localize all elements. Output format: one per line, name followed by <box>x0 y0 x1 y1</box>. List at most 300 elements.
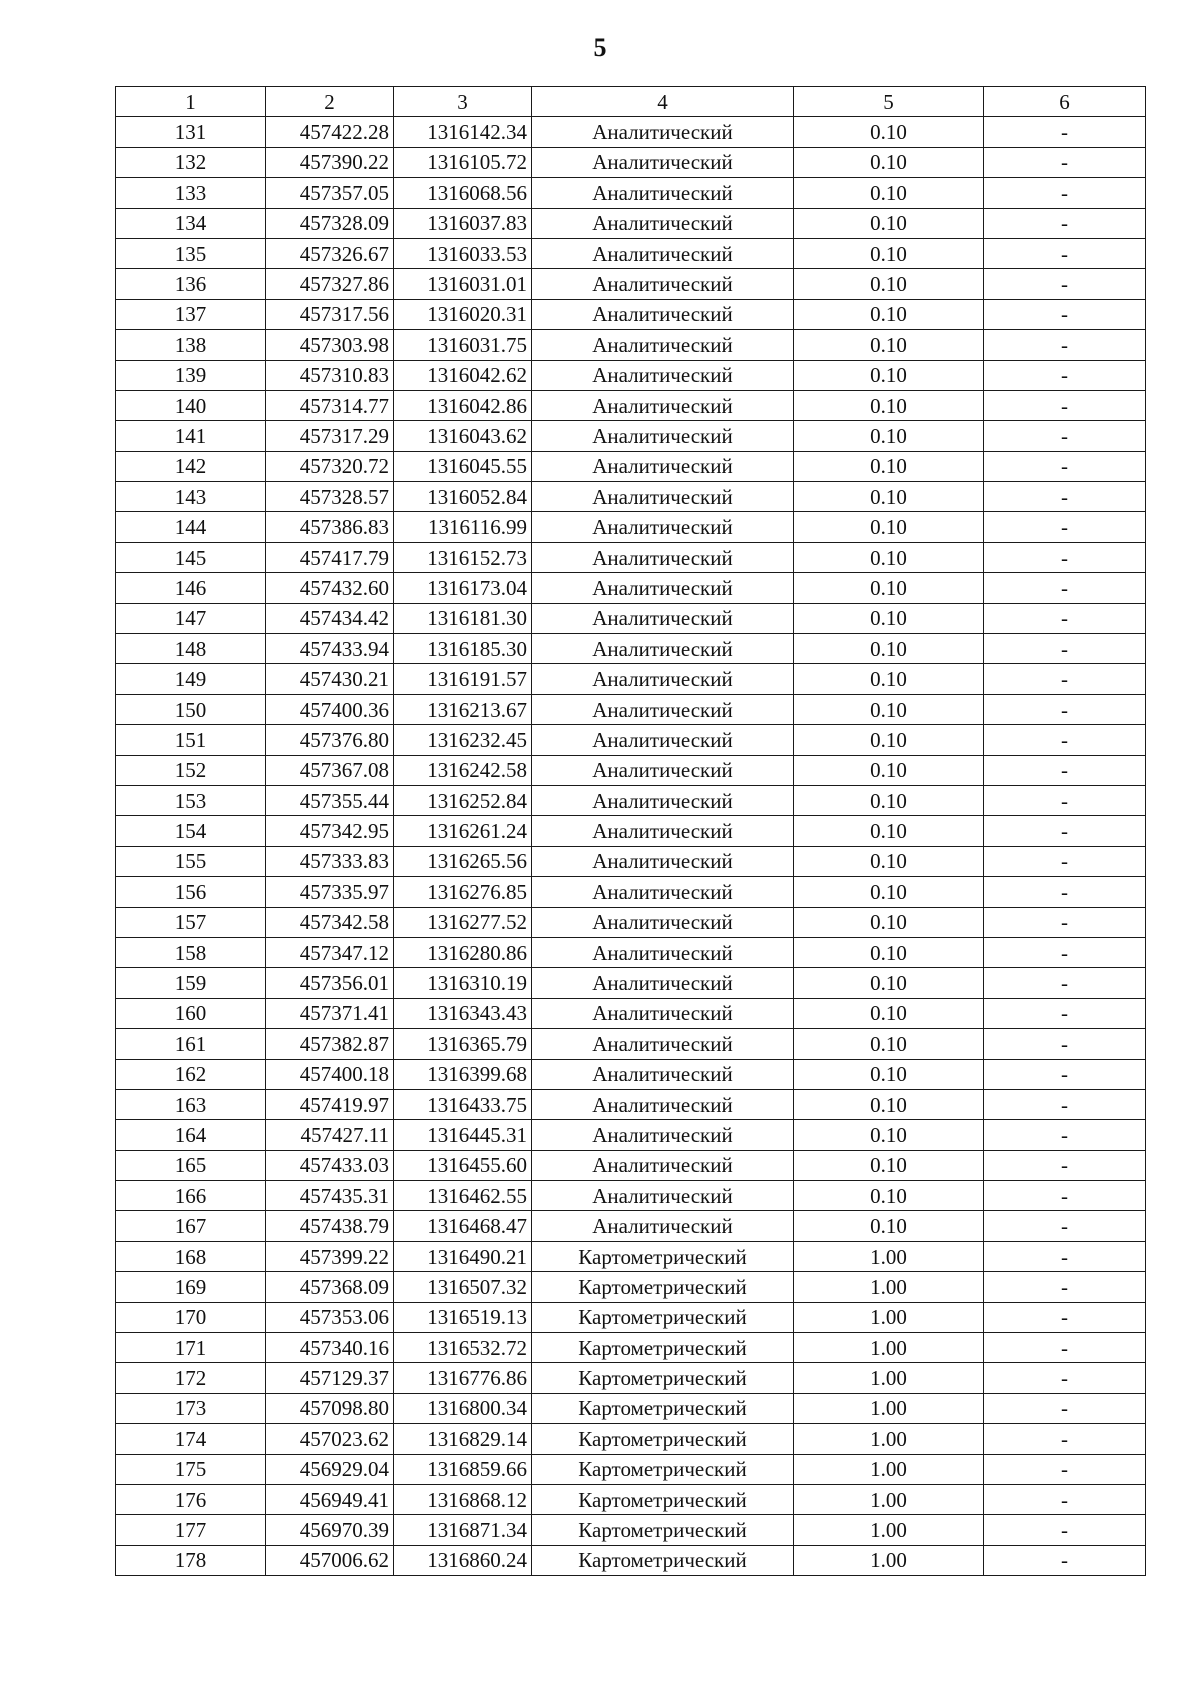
accuracy-cell: 0.10 <box>794 846 984 876</box>
accuracy-cell: 0.10 <box>794 998 984 1028</box>
note-cell: - <box>984 937 1146 967</box>
method-cell: Картометрический <box>532 1424 794 1454</box>
y-coordinate-cell: 1316185.30 <box>394 634 532 664</box>
table-row <box>116 1241 1146 1271</box>
x-coordinate-cell: 457355.44 <box>266 785 394 815</box>
table-row <box>116 755 1146 785</box>
note-cell: - <box>984 846 1146 876</box>
x-coordinate-cell: 457427.11 <box>266 1120 394 1150</box>
x-coordinate-cell: 457417.79 <box>266 542 394 572</box>
y-coordinate-cell: 1316445.31 <box>394 1120 532 1150</box>
table-row <box>116 785 1146 815</box>
accuracy-cell: 0.10 <box>794 390 984 420</box>
note-cell: - <box>984 451 1146 481</box>
point-number-cell: 132 <box>116 147 266 177</box>
x-coordinate-cell: 457023.62 <box>266 1424 394 1454</box>
table-row <box>116 1454 1146 1484</box>
table-row <box>116 482 1146 512</box>
note-cell: - <box>984 1029 1146 1059</box>
point-number-cell: 166 <box>116 1181 266 1211</box>
x-coordinate-cell: 457347.12 <box>266 937 394 967</box>
note-cell: - <box>984 1302 1146 1332</box>
y-coordinate-cell: 1316433.75 <box>394 1089 532 1119</box>
accuracy-cell: 1.00 <box>794 1241 984 1271</box>
method-cell: Картометрический <box>532 1454 794 1484</box>
point-number-cell: 159 <box>116 968 266 998</box>
table-row <box>116 269 1146 299</box>
point-number-cell: 158 <box>116 937 266 967</box>
point-number-cell: 177 <box>116 1515 266 1545</box>
table-row <box>116 725 1146 755</box>
x-coordinate-cell: 456970.39 <box>266 1515 394 1545</box>
point-number-cell: 148 <box>116 634 266 664</box>
point-number-cell: 134 <box>116 208 266 238</box>
x-coordinate-cell: 457422.28 <box>266 117 394 147</box>
y-coordinate-cell: 1316116.99 <box>394 512 532 542</box>
method-cell: Картометрический <box>532 1241 794 1271</box>
point-number-cell: 175 <box>116 1454 266 1484</box>
accuracy-cell: 1.00 <box>794 1333 984 1363</box>
method-cell: Аналитический <box>532 238 794 268</box>
table-row <box>116 299 1146 329</box>
note-cell: - <box>984 1211 1146 1241</box>
header-col-5: 5 <box>794 87 984 117</box>
accuracy-cell: 0.10 <box>794 1211 984 1241</box>
point-number-cell: 154 <box>116 816 266 846</box>
x-coordinate-cell: 457342.58 <box>266 907 394 937</box>
x-coordinate-cell: 457317.29 <box>266 421 394 451</box>
point-number-cell: 147 <box>116 603 266 633</box>
y-coordinate-cell: 1316252.84 <box>394 785 532 815</box>
accuracy-cell: 1.00 <box>794 1545 984 1575</box>
accuracy-cell: 1.00 <box>794 1454 984 1484</box>
x-coordinate-cell: 457314.77 <box>266 390 394 420</box>
note-cell: - <box>984 573 1146 603</box>
method-cell: Аналитический <box>532 1181 794 1211</box>
point-number-cell: 155 <box>116 846 266 876</box>
table-row <box>116 816 1146 846</box>
method-cell: Картометрический <box>532 1333 794 1363</box>
y-coordinate-cell: 1316043.62 <box>394 421 532 451</box>
method-cell: Аналитический <box>532 147 794 177</box>
page-number: 5 <box>593 33 607 62</box>
x-coordinate-cell: 457399.22 <box>266 1241 394 1271</box>
table-row <box>116 512 1146 542</box>
note-cell: - <box>984 725 1146 755</box>
table-row <box>116 1089 1146 1119</box>
accuracy-cell: 0.10 <box>794 360 984 390</box>
y-coordinate-cell: 1316399.68 <box>394 1059 532 1089</box>
x-coordinate-cell: 457357.05 <box>266 178 394 208</box>
table-body <box>116 117 1146 1576</box>
table-header <box>116 87 1146 117</box>
accuracy-cell: 0.10 <box>794 117 984 147</box>
table-row <box>116 1150 1146 1180</box>
x-coordinate-cell: 457433.94 <box>266 634 394 664</box>
table-row <box>116 1393 1146 1423</box>
method-cell: Аналитический <box>532 877 794 907</box>
y-coordinate-cell: 1316031.75 <box>394 330 532 360</box>
point-number-cell: 146 <box>116 573 266 603</box>
x-coordinate-cell: 457430.21 <box>266 664 394 694</box>
note-cell: - <box>984 1454 1146 1484</box>
y-coordinate-cell: 1316776.86 <box>394 1363 532 1393</box>
note-cell: - <box>984 147 1146 177</box>
method-cell: Аналитический <box>532 634 794 664</box>
x-coordinate-cell: 457333.83 <box>266 846 394 876</box>
y-coordinate-cell: 1316037.83 <box>394 208 532 238</box>
point-number-cell: 170 <box>116 1302 266 1332</box>
note-cell: - <box>984 238 1146 268</box>
method-cell: Картометрический <box>532 1515 794 1545</box>
accuracy-cell: 0.10 <box>794 1089 984 1119</box>
note-cell: - <box>984 512 1146 542</box>
x-coordinate-cell: 457368.09 <box>266 1272 394 1302</box>
x-coordinate-cell: 457342.95 <box>266 816 394 846</box>
x-coordinate-cell: 457098.80 <box>266 1393 394 1423</box>
method-cell: Аналитический <box>532 968 794 998</box>
accuracy-cell: 0.10 <box>794 968 984 998</box>
table-row <box>116 451 1146 481</box>
x-coordinate-cell: 457438.79 <box>266 1211 394 1241</box>
y-coordinate-cell: 1316068.56 <box>394 178 532 208</box>
note-cell: - <box>984 178 1146 208</box>
y-coordinate-cell: 1316042.86 <box>394 390 532 420</box>
accuracy-cell: 0.10 <box>794 542 984 572</box>
y-coordinate-cell: 1316859.66 <box>394 1454 532 1484</box>
coordinates-table <box>115 86 1146 1576</box>
note-cell: - <box>984 1059 1146 1089</box>
table-row <box>116 846 1146 876</box>
point-number-cell: 151 <box>116 725 266 755</box>
note-cell: - <box>984 968 1146 998</box>
accuracy-cell: 0.10 <box>794 1150 984 1180</box>
note-cell: - <box>984 1484 1146 1514</box>
point-number-cell: 141 <box>116 421 266 451</box>
accuracy-cell: 0.10 <box>794 755 984 785</box>
method-cell: Аналитический <box>532 573 794 603</box>
method-cell: Аналитический <box>532 907 794 937</box>
table-row <box>116 998 1146 1028</box>
point-number-cell: 139 <box>116 360 266 390</box>
table-row <box>116 1120 1146 1150</box>
table-row <box>116 634 1146 664</box>
note-cell: - <box>984 269 1146 299</box>
note-cell: - <box>984 1333 1146 1363</box>
table-row <box>116 877 1146 907</box>
table-row <box>116 542 1146 572</box>
point-number-cell: 142 <box>116 451 266 481</box>
method-cell: Аналитический <box>532 1211 794 1241</box>
method-cell: Картометрический <box>532 1545 794 1575</box>
x-coordinate-cell: 457367.08 <box>266 755 394 785</box>
point-number-cell: 143 <box>116 482 266 512</box>
y-coordinate-cell: 1316462.55 <box>394 1181 532 1211</box>
table-row <box>116 238 1146 268</box>
x-coordinate-cell: 457371.41 <box>266 998 394 1028</box>
accuracy-cell: 0.10 <box>794 1181 984 1211</box>
accuracy-cell: 0.10 <box>794 330 984 360</box>
x-coordinate-cell: 457434.42 <box>266 603 394 633</box>
y-coordinate-cell: 1316052.84 <box>394 482 532 512</box>
method-cell: Картометрический <box>532 1393 794 1423</box>
note-cell: - <box>984 208 1146 238</box>
y-coordinate-cell: 1316152.73 <box>394 542 532 572</box>
note-cell: - <box>984 1363 1146 1393</box>
y-coordinate-cell: 1316532.72 <box>394 1333 532 1363</box>
method-cell: Аналитический <box>532 1029 794 1059</box>
point-number-cell: 168 <box>116 1241 266 1271</box>
x-coordinate-cell: 457335.97 <box>266 877 394 907</box>
x-coordinate-cell: 457390.22 <box>266 147 394 177</box>
y-coordinate-cell: 1316033.53 <box>394 238 532 268</box>
accuracy-cell: 1.00 <box>794 1484 984 1514</box>
note-cell: - <box>984 390 1146 420</box>
method-cell: Аналитический <box>532 998 794 1028</box>
y-coordinate-cell: 1316455.60 <box>394 1150 532 1180</box>
accuracy-cell: 0.10 <box>794 421 984 451</box>
point-number-cell: 161 <box>116 1029 266 1059</box>
method-cell: Аналитический <box>532 421 794 451</box>
y-coordinate-cell: 1316173.04 <box>394 573 532 603</box>
point-number-cell: 162 <box>116 1059 266 1089</box>
y-coordinate-cell: 1316042.62 <box>394 360 532 390</box>
method-cell: Аналитический <box>532 299 794 329</box>
y-coordinate-cell: 1316242.58 <box>394 755 532 785</box>
accuracy-cell: 0.10 <box>794 512 984 542</box>
y-coordinate-cell: 1316142.34 <box>394 117 532 147</box>
header-col-6: 6 <box>984 87 1146 117</box>
accuracy-cell: 0.10 <box>794 1029 984 1059</box>
method-cell: Картометрический <box>532 1272 794 1302</box>
note-cell: - <box>984 877 1146 907</box>
note-cell: - <box>984 816 1146 846</box>
x-coordinate-cell: 457432.60 <box>266 573 394 603</box>
accuracy-cell: 0.10 <box>794 694 984 724</box>
method-cell: Аналитический <box>532 208 794 238</box>
y-coordinate-cell: 1316191.57 <box>394 664 532 694</box>
y-coordinate-cell: 1316276.85 <box>394 877 532 907</box>
point-number-cell: 152 <box>116 755 266 785</box>
header-col-4: 4 <box>532 87 794 117</box>
y-coordinate-cell: 1316280.86 <box>394 937 532 967</box>
y-coordinate-cell: 1316261.24 <box>394 816 532 846</box>
note-cell: - <box>984 482 1146 512</box>
method-cell: Аналитический <box>532 269 794 299</box>
x-coordinate-cell: 457328.09 <box>266 208 394 238</box>
method-cell: Аналитический <box>532 694 794 724</box>
note-cell: - <box>984 117 1146 147</box>
accuracy-cell: 0.10 <box>794 634 984 664</box>
point-number-cell: 174 <box>116 1424 266 1454</box>
note-cell: - <box>984 1181 1146 1211</box>
table-row <box>116 937 1146 967</box>
accuracy-cell: 0.10 <box>794 725 984 755</box>
accuracy-cell: 0.10 <box>794 937 984 967</box>
table-row <box>116 390 1146 420</box>
header-col-3: 3 <box>394 87 532 117</box>
accuracy-cell: 0.10 <box>794 603 984 633</box>
header-col-1: 1 <box>116 87 266 117</box>
x-coordinate-cell: 457326.67 <box>266 238 394 268</box>
x-coordinate-cell: 457129.37 <box>266 1363 394 1393</box>
note-cell: - <box>984 1393 1146 1423</box>
x-coordinate-cell: 457382.87 <box>266 1029 394 1059</box>
note-cell: - <box>984 998 1146 1028</box>
table-row <box>116 1545 1146 1575</box>
accuracy-cell: 0.10 <box>794 208 984 238</box>
table-row <box>116 1059 1146 1089</box>
point-number-cell: 131 <box>116 117 266 147</box>
method-cell: Аналитический <box>532 1150 794 1180</box>
x-coordinate-cell: 457303.98 <box>266 330 394 360</box>
method-cell: Аналитический <box>532 725 794 755</box>
note-cell: - <box>984 1545 1146 1575</box>
method-cell: Аналитический <box>532 117 794 147</box>
point-number-cell: 153 <box>116 785 266 815</box>
table-row <box>116 1302 1146 1332</box>
method-cell: Аналитический <box>532 664 794 694</box>
point-number-cell: 178 <box>116 1545 266 1575</box>
table-row <box>116 573 1146 603</box>
table-row <box>116 1272 1146 1302</box>
table-row <box>116 603 1146 633</box>
point-number-cell: 136 <box>116 269 266 299</box>
point-number-cell: 176 <box>116 1484 266 1514</box>
accuracy-cell: 0.10 <box>794 877 984 907</box>
point-number-cell: 164 <box>116 1120 266 1150</box>
method-cell: Картометрический <box>532 1302 794 1332</box>
point-number-cell: 137 <box>116 299 266 329</box>
method-cell: Аналитический <box>532 451 794 481</box>
table-row <box>116 1181 1146 1211</box>
note-cell: - <box>984 1089 1146 1119</box>
y-coordinate-cell: 1316277.52 <box>394 907 532 937</box>
accuracy-cell: 0.10 <box>794 907 984 937</box>
note-cell: - <box>984 907 1146 937</box>
y-coordinate-cell: 1316045.55 <box>394 451 532 481</box>
accuracy-cell: 0.10 <box>794 664 984 694</box>
table-row <box>116 907 1146 937</box>
note-cell: - <box>984 299 1146 329</box>
method-cell: Аналитический <box>532 603 794 633</box>
x-coordinate-cell: 457317.56 <box>266 299 394 329</box>
table-row <box>116 1424 1146 1454</box>
x-coordinate-cell: 457386.83 <box>266 512 394 542</box>
note-cell: - <box>984 1515 1146 1545</box>
y-coordinate-cell: 1316829.14 <box>394 1424 532 1454</box>
accuracy-cell: 0.10 <box>794 299 984 329</box>
y-coordinate-cell: 1316105.72 <box>394 147 532 177</box>
method-cell: Картометрический <box>532 1363 794 1393</box>
table-row <box>116 330 1146 360</box>
note-cell: - <box>984 694 1146 724</box>
point-number-cell: 138 <box>116 330 266 360</box>
point-number-cell: 160 <box>116 998 266 1028</box>
note-cell: - <box>984 634 1146 664</box>
table-row <box>116 117 1146 147</box>
y-coordinate-cell: 1316800.34 <box>394 1393 532 1423</box>
method-cell: Аналитический <box>532 482 794 512</box>
point-number-cell: 135 <box>116 238 266 268</box>
note-cell: - <box>984 785 1146 815</box>
header-row <box>116 87 1146 117</box>
table-row <box>116 421 1146 451</box>
method-cell: Картометрический <box>532 1484 794 1514</box>
y-coordinate-cell: 1316860.24 <box>394 1545 532 1575</box>
y-coordinate-cell: 1316871.34 <box>394 1515 532 1545</box>
point-number-cell: 156 <box>116 877 266 907</box>
x-coordinate-cell: 457433.03 <box>266 1150 394 1180</box>
method-cell: Аналитический <box>532 785 794 815</box>
table-row <box>116 968 1146 998</box>
method-cell: Аналитический <box>532 755 794 785</box>
table-row <box>116 1333 1146 1363</box>
note-cell: - <box>984 603 1146 633</box>
y-coordinate-cell: 1316265.56 <box>394 846 532 876</box>
header-col-2: 2 <box>266 87 394 117</box>
note-cell: - <box>984 1120 1146 1150</box>
note-cell: - <box>984 664 1146 694</box>
accuracy-cell: 1.00 <box>794 1272 984 1302</box>
note-cell: - <box>984 1150 1146 1180</box>
table-row <box>116 208 1146 238</box>
accuracy-cell: 0.10 <box>794 147 984 177</box>
accuracy-cell: 0.10 <box>794 238 984 268</box>
accuracy-cell: 0.10 <box>794 178 984 208</box>
y-coordinate-cell: 1316031.01 <box>394 269 532 299</box>
note-cell: - <box>984 1424 1146 1454</box>
method-cell: Аналитический <box>532 390 794 420</box>
point-number-cell: 140 <box>116 390 266 420</box>
y-coordinate-cell: 1316310.19 <box>394 968 532 998</box>
x-coordinate-cell: 457419.97 <box>266 1089 394 1119</box>
point-number-cell: 133 <box>116 178 266 208</box>
point-number-cell: 165 <box>116 1150 266 1180</box>
table-row <box>116 147 1146 177</box>
accuracy-cell: 1.00 <box>794 1515 984 1545</box>
table-row <box>116 1211 1146 1241</box>
method-cell: Аналитический <box>532 542 794 572</box>
table-row <box>116 178 1146 208</box>
note-cell: - <box>984 542 1146 572</box>
point-number-cell: 149 <box>116 664 266 694</box>
x-coordinate-cell: 457320.72 <box>266 451 394 481</box>
x-coordinate-cell: 457340.16 <box>266 1333 394 1363</box>
x-coordinate-cell: 457356.01 <box>266 968 394 998</box>
method-cell: Аналитический <box>532 1089 794 1119</box>
method-cell: Аналитический <box>532 1120 794 1150</box>
point-number-cell: 163 <box>116 1089 266 1119</box>
note-cell: - <box>984 330 1146 360</box>
y-coordinate-cell: 1316868.12 <box>394 1484 532 1514</box>
x-coordinate-cell: 457353.06 <box>266 1302 394 1332</box>
y-coordinate-cell: 1316490.21 <box>394 1241 532 1271</box>
method-cell: Аналитический <box>532 330 794 360</box>
method-cell: Аналитический <box>532 816 794 846</box>
accuracy-cell: 0.10 <box>794 1120 984 1150</box>
table-row <box>116 1029 1146 1059</box>
point-number-cell: 157 <box>116 907 266 937</box>
point-number-cell: 171 <box>116 1333 266 1363</box>
point-number-cell: 173 <box>116 1393 266 1423</box>
table-row <box>116 1484 1146 1514</box>
accuracy-cell: 0.10 <box>794 785 984 815</box>
x-coordinate-cell: 457327.86 <box>266 269 394 299</box>
method-cell: Аналитический <box>532 512 794 542</box>
y-coordinate-cell: 1316365.79 <box>394 1029 532 1059</box>
x-coordinate-cell: 457435.31 <box>266 1181 394 1211</box>
